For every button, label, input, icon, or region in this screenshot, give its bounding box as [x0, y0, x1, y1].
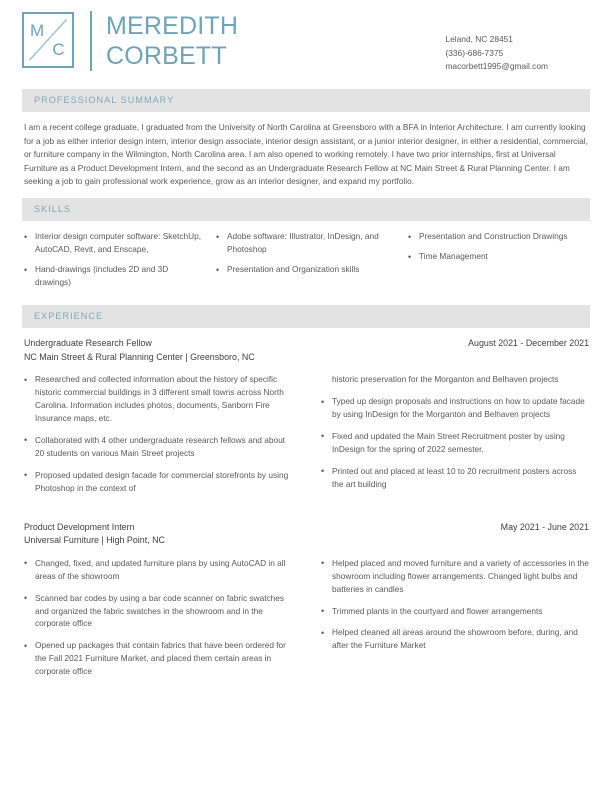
monogram-initial-right: C — [52, 40, 65, 59]
list-item: • Time Management — [408, 250, 590, 263]
experience-entry-bullets — [24, 373, 590, 504]
skills-column-1 — [24, 230, 206, 296]
experience-bullets-right — [321, 557, 590, 688]
list-item: • Typed up design proposals and instructions on how to update facade by using InDesign for the Morganton and Belhaven projects — [321, 395, 590, 421]
list-item: • Scanned bar codes by using a bar code scanner on fabric swatches and organized the fabric swatches in the showroom and in the corporate office — [24, 592, 293, 631]
name-block — [90, 11, 238, 71]
skills-list — [216, 230, 398, 276]
list-item: • Collaborated with 4 other undergraduate research fellows and about 20 students on various Main Street projects — [24, 434, 293, 460]
resume-header — [22, 0, 590, 80]
monogram-initial-left: M — [30, 21, 45, 40]
monogram-diagonal-icon — [24, 14, 72, 66]
job-title: Product Development Intern — [24, 521, 135, 532]
job-dates: August 2021 - December 2021 — [468, 338, 589, 349]
skills-list — [24, 230, 206, 289]
experience-entry — [22, 521, 590, 688]
list-item: • Trimmed plants in the courtyard and flower arrangements — [321, 605, 590, 618]
skills-list — [408, 230, 590, 263]
list-item: • Proposed updated design facade for commercial storefronts by using Photoshop in the context of — [24, 469, 293, 495]
job-organization: NC Main Street & Rural Planning Center | Greensboro, NC — [24, 351, 255, 362]
experience-entry-header — [24, 521, 590, 548]
experience-bullets-right — [321, 373, 590, 504]
experience-bullets-left — [24, 557, 293, 688]
job-dates: May 2021 - June 2021 — [500, 521, 589, 532]
list-item: • Fixed and updated the Main Street Recruitment poster by using InDesign for the spring of 2022 semester. — [321, 430, 590, 456]
experience-entry — [22, 337, 590, 504]
section-heading-summary: PROFESSIONAL SUMMARY — [22, 89, 590, 112]
skills-column-3 — [408, 230, 590, 296]
list-item: • Presentation and Organization skills — [216, 263, 398, 276]
list-item: • Presentation and Construction Drawings — [408, 230, 590, 243]
list-item: • Helped placed and moved furniture and a variety of accessories in the showroom including flower arrangements. Changed light bulbs and batteries in candles — [321, 557, 590, 596]
experience-entry-titles — [24, 521, 165, 548]
list-item: • Researched and collected information about the history of specific historic commercial buildings in 3 different small towns across North Carolina. Information includes photos, documents, Sanborn Fire Insurance maps, etc. — [24, 373, 293, 425]
contact-email[interactable]: macorbett1995@gmail.com — [445, 61, 548, 72]
skills-grid — [22, 230, 590, 296]
list-item: • Opened up packages that contain fabrics that have been ordered for the Fall 2021 Furniture Market, and placed them certain areas in corporate office — [24, 639, 293, 678]
contact-info — [445, 11, 590, 74]
list-item: • Hand-drawings (includes 2D and 3D drawings) — [24, 263, 206, 289]
experience-entry-titles — [24, 337, 255, 364]
section-heading-experience: EXPERIENCE — [22, 305, 590, 328]
list-item: • Adobe software: Illustrator, InDesign, and Photoshop — [216, 230, 398, 256]
contact-phone[interactable]: (336)-686-7375 — [445, 47, 504, 58]
experience-entry-bullets — [24, 557, 590, 688]
experience-bullets-left — [24, 373, 293, 504]
summary-text: I am a recent college graduate, I graduated from the University of North Carolina at Greensboro with a BFA in Interior Architecture. I am currently looking for a job as either interior design intern, interior design associate, interior design assistant, or a junior interior designer, in either a residential, commercial, or furniture company in the Wilmington, North Carolina area. I am also opened to working remotely. I have two prior internships, first at Universal Furniture as a Product Development Intern, and the second as an Undergraduate Research Fellow at NC Main Street & Rural Planning Center. I am seeking a job to gain professional work experience, grow as an interior designer, and expand my portfolio. — [24, 122, 588, 187]
monogram-logo — [22, 12, 74, 68]
first-name: MEREDITH — [106, 12, 239, 40]
skills-column-2 — [216, 230, 398, 296]
job-organization: Universal Furniture | High Point, NC — [24, 535, 165, 546]
contact-location: Leland, NC 28451 — [445, 34, 513, 44]
last-name: CORBETT — [106, 41, 227, 70]
list-item: • Printed out and placed at least 10 to 20 recruitment posters across the art building — [321, 465, 590, 491]
list-item-continuation: historic preservation for the Morganton and Belhaven projects — [332, 374, 559, 385]
experience-entry-header — [24, 337, 590, 364]
list-item: • Helped cleaned all areas around the showroom before, during, and after the Furniture Market — [321, 626, 590, 652]
job-title: Undergraduate Research Fellow — [24, 338, 152, 349]
identity-block — [22, 11, 238, 71]
section-heading-skills: SKILLS — [22, 198, 590, 221]
list-item: • Changed, fixed, and updated furniture plans by using AutoCAD in all areas of the showroom — [24, 557, 293, 583]
list-item: • Interior design computer software: SketchUp, AutoCAD, Revit, and Enscape, — [24, 230, 206, 256]
